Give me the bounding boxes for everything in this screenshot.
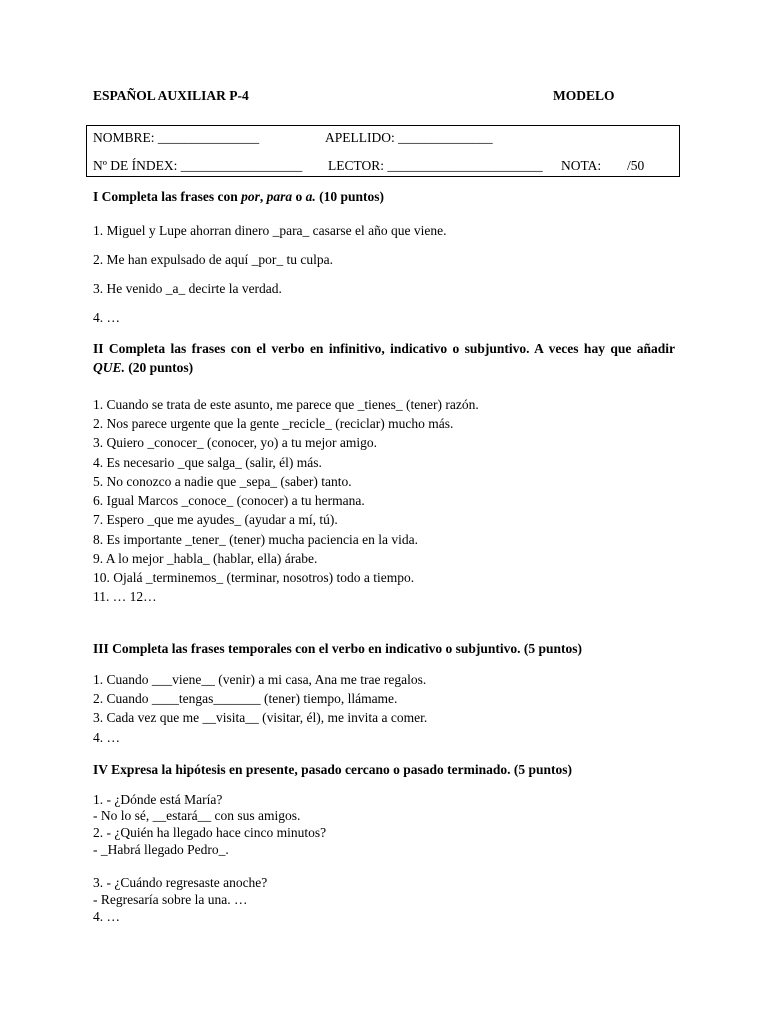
section-1-title: I Completa las frases con por, para o a. (10 puntos) [93,189,385,204]
list-item: 3. - ¿Cuándo regresaste anoche? [93,875,268,890]
list-item: 1. Miguel y Lupe ahorran dinero _para_ casarse el año que viene. [93,223,447,238]
list-item: 2. - ¿Quién ha llegado hace cinco minutos? [93,825,327,840]
list-item: 4. … [93,909,120,924]
list-item: 2. Cuando ____tengas_______ (tener) tiempo, llámame. [93,691,398,706]
surname-field: APELLIDO: ______________ [325,130,493,145]
grade-total: /50 [627,158,645,173]
list-item: 2. Me han expulsado de aquí _por_ tu culpa. [93,252,333,267]
list-item: 3. Quiero _conocer_ (conocer, yo) a tu mejor amigo. [93,435,377,450]
exam-title: ESPAÑOL AUXILIAR P-4 [93,88,249,103]
list-item: 4. … [93,730,120,745]
list-item: 8. Es importante _tener_ (tener) mucha paciencia en la vida. [93,532,418,547]
list-item: 1. - ¿Dónde está María? [93,792,223,807]
list-item: - _Habrá llegado Pedro_. [93,842,229,857]
grade-label: NOTA: [561,158,602,173]
list-item: 4. … [93,310,120,325]
list-item: 6. Igual Marcos _conoce_ (conocer) a tu hermana. [93,493,365,508]
list-item: 4. Es necesario _que salga_ (salir, él) más. [93,455,322,470]
section-3-title: III Completa las frases temporales con el verbo en indicativo o subjuntivo. (5 puntos) [93,641,583,656]
list-item: 11. … 12… [93,589,157,604]
list-item: 1. Cuando ___viene__ (venir) a mi casa, Ana me trae regalos. [93,672,427,687]
name-field: NOMBRE: _______________ [93,130,260,145]
list-item: 2. Nos parece urgente que la gente _recicle_ (reciclar) mucho más. [93,416,454,431]
list-item: 7. Espero _que me ayudes_ (ayudar a mí, tú). [93,512,338,527]
list-item: 10. Ojalá _terminemos_ (terminar, nosotros) todo a tiempo. [93,570,415,585]
reader-field: LECTOR: _______________________ [328,158,543,173]
list-item: 1. Cuando se trata de este asunto, me parece que _tienes_ (tener) razón. [93,397,479,412]
list-item: 5. No conozco a nadie que _sepa_ (saber) tanto. [93,474,352,489]
model-label: MODELO [553,88,615,103]
section-4-title: IV Expresa la hipótesis en presente, pasado cercano o pasado terminado. (5 puntos) [93,762,573,777]
section-2-title: II Completa las frases con el verbo en infinitivo, indicativo o subjuntivo. A veces hay que añadir QUE. (20 puntos) [93,341,675,375]
index-field: Nº DE ÍNDEX: __________________ [93,158,303,173]
list-item: - Regresaría sobre la una. … [93,892,248,907]
list-item: 3. Cada vez que me __visita__ (visitar, él), me invita a comer. [93,710,428,725]
list-item: - No lo sé, __estará__ con sus amigos. [93,808,301,823]
list-item: 9. A lo mejor _habla_ (hablar, ella) árabe. [93,551,318,566]
list-item: 3. He venido _a_ decirte la verdad. [93,281,282,296]
